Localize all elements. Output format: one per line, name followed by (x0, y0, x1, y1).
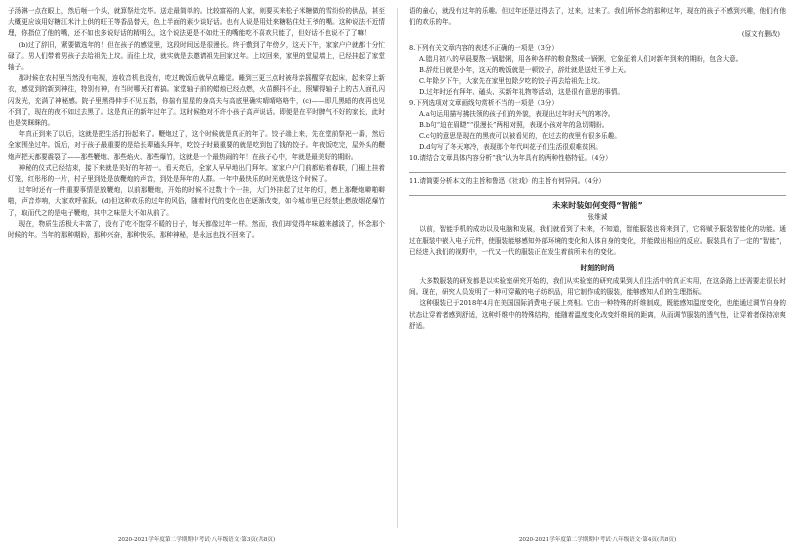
q8-option-a: A.腊月初八的早晨要熬一锅腊粥，用各种各样的粮食熬成一锅粥，它象征着人们对新年到来的期盼，包含大意。 (419, 55, 743, 64)
left-paragraph-4: 年真正到来了以后，这就是把生活打扮起来了。鞭炮过了，这个时候就是真正的年了。饺子端上来，先在堂前祭祀一番，然后全家围坐过年。饭后，对于孩子最重要的是给长辈磕头拜年，吃饺子时最重要的就是吃到包了钱的饺子。年夜饭吃完，屋外头的鞭炮声把天都要震裂了——那些鞭炮、那些焰火、那些爆竹，这就是一个最热闹的年！在孩子心中，年就是最美好的期盼。 (8, 130, 385, 161)
q9-option-a: A.a句运用描写拂扶领的孩子们的外貌，表现出过年时天气的寒冷。 (419, 110, 615, 119)
left-paragraph-3: 那时候在农村里当然没有电视，连收音机也没有，吃过晚饭后就早点睡觉。睡到三更三点时被母亲摇醒穿衣起床，起来穿上新衣，感觉到的新到神往，特别有神，有当时哪天打着搞。家堂轴子前的蜡烛已经点燃，火苗颤抖不止，照耀得轴子上的古人面孔闪闪发光，充满了神秘感。院子里黑得伸手不见五指，你揣有星星的身高夫与高底里确实晴晴咯咯牛，(c)——即几黑暗的夜再也见不到了，现在的夜不如过去黑了。这是真正的新年过年了。这时候绝对不许小孩子高声说话。即便是在平时脾气不好的家长，此时也是笑眯眯的。 (8, 74, 385, 128)
left-paragraph-1: 子汤淋一点在眼上，然后咂一个头，就算祭灶完毕。送走最简单的。比较富裕的人家，则要买来松子米糖做的雪纷纷的供品，甚至大概更应该用好糖江米汁上供的旺王等香品替天，色上半面的素少谈好话。也有人说是用灶来糖粘住灶王爷的嘴。这种说法不近情理，你指位了他的嘴，还不如也多说好话的精明么，这个说法更是不如灶王的嘴能吃不喜欢只能了，但好话不也说不了了嘛！ (8, 7, 385, 38)
right-page-footer: 2020-2021学年度第二学期期中考试·八年级语文·第4页(共8页) (518, 537, 677, 543)
q8-option-b: B.辞灶日就是小年，这天的晚饭就是一顿饺子，辞灶就是送灶王爷上天。 (419, 66, 631, 75)
source-note: (原文有删改) (741, 30, 780, 39)
article-title: 未来时装如何变得“智能” (552, 201, 643, 211)
question-9: 9.下列选项对文章画线句赏析不当的一项是（3分） (409, 99, 558, 108)
q8-option-d: D.过年时还有拜年、磕头、买新年礼物等活动，这是很有意思的事情。 (419, 88, 624, 97)
left-paragraph-2: (b)过了辞旧，紧要做选年的！但在孩子的感觉里，这段时间远是很漫长。终于敷到了年傍夕，这天下午，家家户户就都十分忙碌了。男人们带着男孩子去给祖先上坟。而往上坟，就实就是去邀请祖先回家过年。上坟回来，家里的堂屋墙上，已经挂起了家堂轴子。 (8, 40, 385, 72)
right-continuation: 语的童心，就没有过年的乐趣。但过年还是过得去了，过来，过来了。我们所怀念的那种过年，现在的孩子不感到兴趣，他们有他们的欢乐的年。 (409, 7, 786, 27)
article-paragraph-2: 大多数服装的研发都是以实验室研究开始的，我们从实验室的研究成果到人们生活中的真正实用，在这条路上还需要走很长时间。现在，研究人员发明了一种可穿戴的电子纺织品，用它制作成的服装，能够感知人们的生理指标。 (409, 277, 786, 297)
left-paragraph-7: 现在，物质生活极大丰富了，没有了吃不饱穿不暖的日子，每天都像过年一样。然而，我们却觉得年味越来越淡了，怀念那个时候的年。当年的那种期盼，那种兴奋，那种快乐，那种神秘，是永远也找不回来了。 (8, 219, 385, 240)
question-11: 11.请简要分析本文的主旨和鲁迅《社戏》的主旨有何异同。（4分） (409, 177, 606, 186)
article-author: 张维诚 (587, 213, 608, 222)
article-subhead: 时刻的时尚 (580, 264, 615, 273)
question-8: 8.下列有关文章内容的表述不正确的一项是（3分） (409, 44, 558, 53)
question-10: 10.请结合文章具体内容分析“我”认为年具有的两种性格特征。（4分） (409, 154, 612, 163)
left-page-footer: 2020-2021学年度第二学期期中考试·八年级语文·第3页(共8页) (117, 537, 276, 543)
left-page (0, 0, 393, 550)
article-paragraph-1: 以前，智能手机的成功以及电脑和发展，我们就看到了未来，不知道，智能服装也将来到了，它将赋予服装智能化的功能。通过在服装中嵌入电子元件，使服装能够感知外部环境的变化和人体自身的变化，并能做出相应的反应。服装具有了一定的“智能”，已经进入我们的视野中，一代又一代的服装正在发生着前所未有的变化。 (409, 225, 786, 256)
q8-option-c: C.年除夕下午，大家先在家里包除夕吃的饺子再去给祖先上坟。 (419, 77, 604, 86)
q9-option-b: B.b句“迫在眉睫”“很漫长”两相对照，表现小孩对年的急切期盼。 (419, 121, 609, 130)
q9-option-c: C.c句的意思是现在的黑夜可以被看见的，在过去的夜里有很多乐趣。 (419, 132, 621, 141)
q9-option-d: D.d句写了冬天寒冷，表现那个年代叫花子们生活很艰难贫困。 (419, 143, 602, 152)
left-paragraph-5: 神秘的仪式已经结束，接下来就是美好的年初一。看天亮后，全家人早早地出门拜年。家家户户门前都贴着春联，门楣上挂着灯笼，红彤彤的一片，村子里到处是放鞭炮的声音，到处是拜年的人群。一年中最快乐的时光就是这个时候了。 (8, 163, 385, 184)
article-paragraph-3: 这种服装已于2018年4月在美国国际消费电子展上亮相。它由一种特殊的纤维制成，既能感知温度变化，也能通过调节自身的状态让穿着者感到舒适，这种纤维中的特殊结构，能随着温度变化改变纤维间的距离，从而调节服装的透气性，让穿着者保持凉爽舒适。 (409, 299, 786, 330)
right-page (401, 0, 794, 550)
section-separator (409, 172, 786, 173)
left-paragraph-6: 过年时还有一件重要事情是放鞭炮，以前那鞭炮，开始的时候不过数十个一挂，大门外挂起了过年的灯，燃上那鞭炮噼啪噼啪，声音炸响，大家欢呼雀跃。(d)但这种欢乐的过年的风俗，随着时代的变化也在逐渐改变，如今城市里已经禁止燃放烟花爆竹了，取而代之的是电子鞭炮，其中之味是大不如从前了。 (8, 186, 385, 217)
section-separator-2 (409, 195, 786, 196)
page-divider (397, 8, 398, 528)
